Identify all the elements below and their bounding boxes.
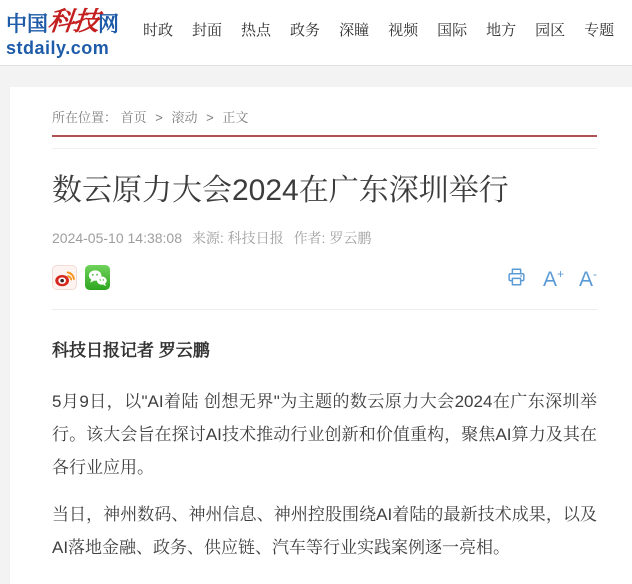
- site-logo-domain: stdaily.com: [6, 37, 110, 58]
- article-card: [10, 87, 632, 584]
- site-logo[interactable]: [6, 5, 124, 58]
- article-tools: [505, 263, 597, 291]
- breadcrumb: [52, 107, 597, 137]
- breadcrumb-label: 所在位置：: [52, 110, 118, 125]
- nav-item-yuanqu[interactable]: 园区: [535, 22, 566, 39]
- article-title: 数云原力大会2024在广东深圳举行: [52, 174, 509, 207]
- breadcrumb-separator: >: [155, 110, 163, 125]
- action-row: [52, 263, 597, 291]
- weibo-share-icon[interactable]: [52, 265, 77, 290]
- wechat-share-icon[interactable]: [85, 265, 110, 290]
- nav-item-shizheng[interactable]: 时政: [143, 22, 174, 39]
- nav-item-zhengwu[interactable]: 政务: [290, 22, 321, 39]
- article-meta: [52, 228, 597, 248]
- article-datetime: 2024-05-10 14:38:08: [52, 230, 182, 246]
- article-author: 作者: 罗云鹏: [293, 230, 372, 246]
- page-body: [0, 66, 632, 584]
- site-header: [0, 0, 632, 66]
- breadcrumb-separator: >: [206, 110, 214, 125]
- nav-item-difang[interactable]: 地方: [486, 22, 517, 39]
- logo-text-script: 科技: [46, 5, 100, 36]
- breadcrumb-current[interactable]: 正文: [222, 110, 249, 125]
- print-button[interactable]: [505, 266, 528, 288]
- nav-item-shipin[interactable]: 视频: [388, 22, 419, 39]
- site-logo-chinese: [6, 5, 124, 40]
- nav-item-zhuanti[interactable]: 专题: [584, 22, 615, 39]
- nav-item-redian[interactable]: 热点: [241, 22, 272, 39]
- share-buttons: [52, 265, 110, 290]
- main-nav: [143, 19, 614, 40]
- breadcrumb-home[interactable]: 首页: [120, 110, 147, 125]
- printer-icon: [505, 266, 528, 288]
- logo-text-right: 网: [98, 12, 120, 36]
- content-divider: [52, 309, 597, 310]
- article-byline: 科技日报记者 罗云鹏: [52, 341, 210, 360]
- minus-sign: -: [593, 267, 597, 281]
- nav-item-fengmian[interactable]: 封面: [192, 22, 223, 39]
- logo-text-left: 中国: [6, 12, 48, 36]
- font-increase-button[interactable]: A+: [543, 263, 564, 291]
- nav-item-shentong[interactable]: 深瞳: [339, 22, 370, 39]
- breadcrumb-section[interactable]: 滚动: [171, 110, 198, 125]
- article-source: 来源: 科技日报: [191, 230, 284, 246]
- article-paragraph-2: 当日，神州数码、神州信息、神州控股围绕AI着陆的最新技术成果，以及AI落地金融、政务、供应链、汽车等行业实践案例逐一亮相。: [52, 505, 597, 557]
- article-paragraph-1: 5月9日，以"AI着陆 创想无界"为主题的数云原力大会2024在广东深圳举行。该大会旨在探讨AI技术推动行业创新和价值重构，聚焦AI算力及其在各行业应用。: [52, 392, 597, 477]
- plus-sign: +: [556, 267, 564, 281]
- font-decrease-button[interactable]: A-: [579, 263, 597, 291]
- nav-item-guoji[interactable]: 国际: [437, 22, 468, 39]
- breadcrumb-subline: [52, 148, 597, 149]
